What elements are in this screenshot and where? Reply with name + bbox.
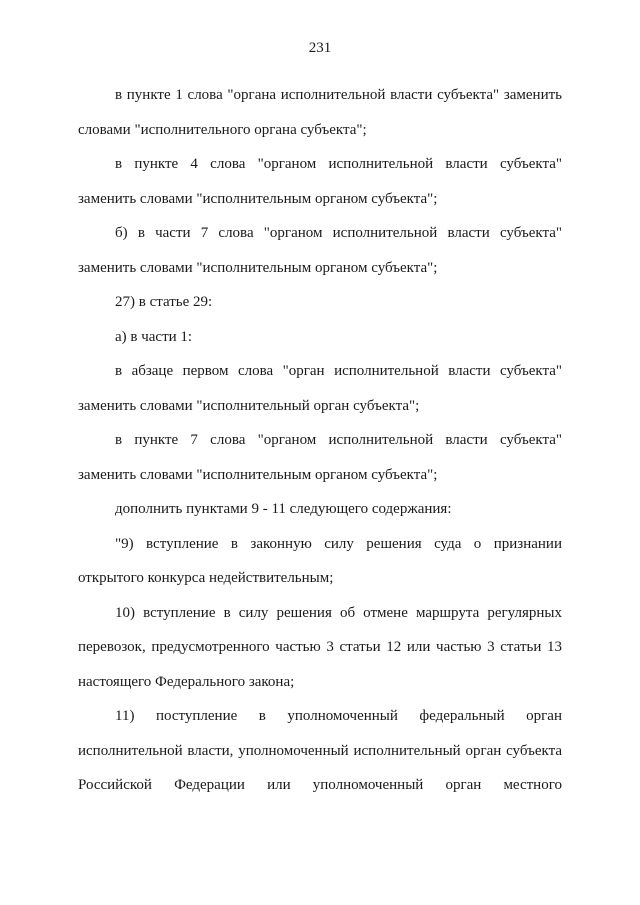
- paragraph: б) в части 7 слова "органом исполнительной власти субъекта" заменить словами "исполнительным органом субъекта";: [78, 225, 562, 276]
- paragraph: 27) в статье 29:: [115, 294, 213, 310]
- paragraph: 10) вступление в силу решения об отмене маршрута регулярных перевозок, предусмотренного частью 3 статьи 12 или частью 3 статьи 13 настоящего Федерального закона;: [78, 604, 562, 690]
- page-number: 231: [308, 40, 332, 56]
- paragraph: в пункте 7 слова "органом исполнительной власти субъекта" заменить словами "исполнительным органом субъекта";: [78, 432, 562, 483]
- paragraph: 11) поступление в уполномоченный федеральный орган исполнительной власти, уполномоченный исполнительный орган субъекта Российской Федерации или уполномоченный орган местного: [78, 708, 562, 793]
- paragraph: в абзаце первом слова "орган исполнительной власти субъекта" заменить словами "исполнительный орган субъекта";: [78, 363, 562, 414]
- paragraph: в пункте 4 слова "органом исполнительной власти субъекта" заменить словами "исполнительным органом субъекта";: [78, 156, 562, 207]
- paragraph: дополнить пунктами 9 - 11 следующего содержания:: [115, 501, 452, 517]
- paragraph: в пункте 1 слова "органа исполнительной власти субъекта" заменить словами "исполнительного органа субъекта";: [78, 87, 562, 138]
- paragraph: а) в части 1:: [115, 328, 193, 345]
- paragraph: "9) вступление в законную силу решения суда о признании открытого конкурса недействительным;: [78, 535, 562, 586]
- document-body: [78, 78, 562, 803]
